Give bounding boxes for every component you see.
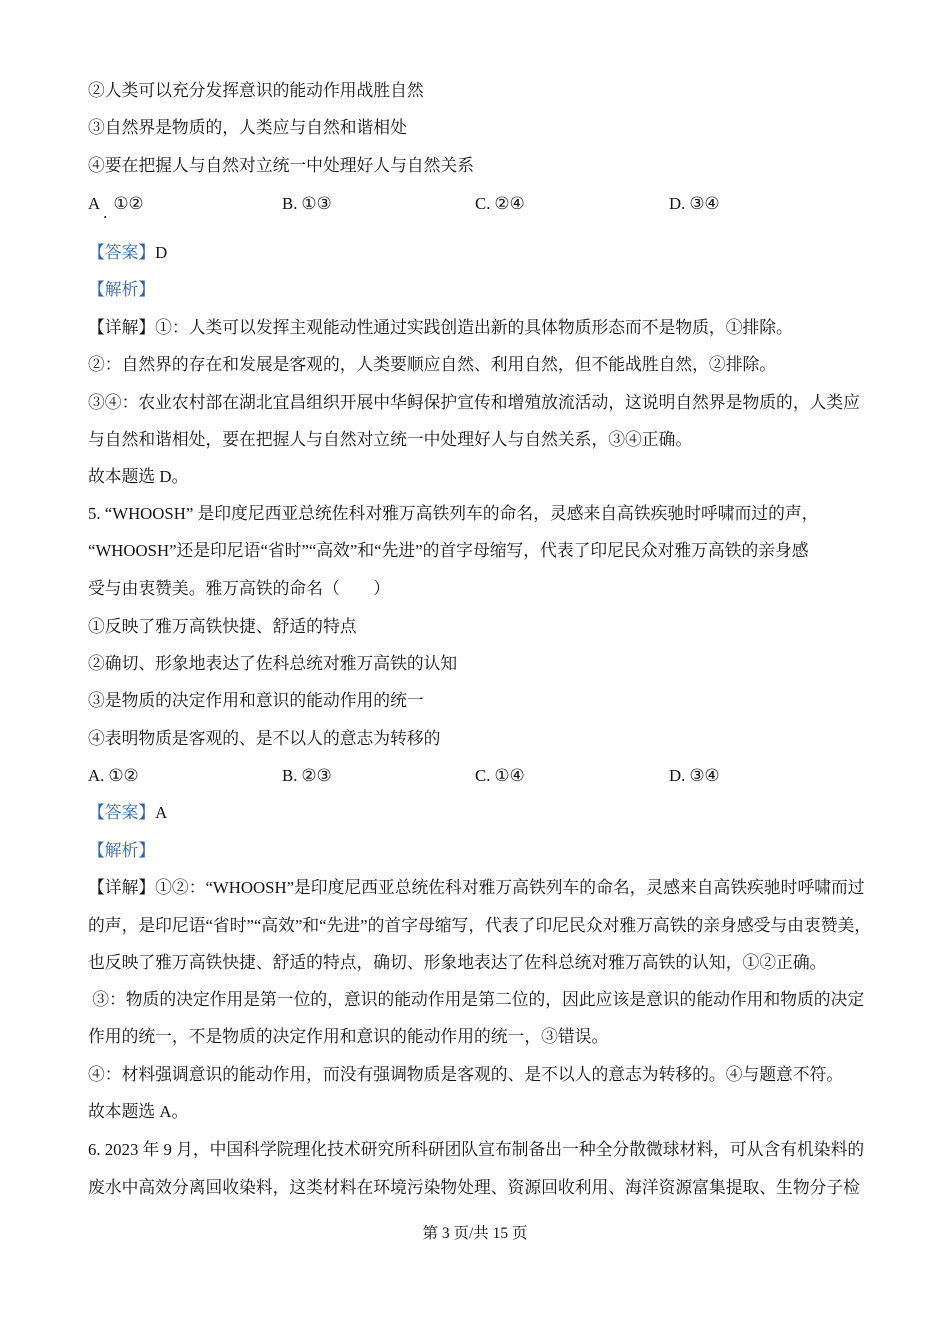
q4-statement: ②人类可以充分发挥意识的能动作用战胜自然 bbox=[88, 81, 424, 100]
page-number-footer: 第 3 页/共 15 页 bbox=[422, 1225, 528, 1242]
choice-value: ②③ bbox=[301, 766, 332, 785]
q5-stem-line: 5. “WHOOSH” 是印度尼西亚总统佐科对雅万高铁列车的命名，灵感来自高铁疾驰时呼啸而过的声， bbox=[88, 504, 819, 523]
q5-stem-line: 受与由衷赞美。雅万高铁的命名（ ） bbox=[88, 579, 391, 598]
q4-choices-row bbox=[0, 193, 950, 222]
answer-value: A bbox=[155, 803, 168, 822]
choice-separator: . bbox=[103, 203, 108, 222]
choice-value: ②④ bbox=[494, 194, 525, 213]
q5-statement: ④表明物质是客观的、是不以人的意志为转移的 bbox=[88, 729, 441, 748]
q5-statement: ③是物质的决定作用和意识的能动作用的统一 bbox=[88, 691, 424, 710]
q4-conclusion: 故本题选 D。 bbox=[88, 467, 189, 486]
answer-label: 【答案】 bbox=[88, 243, 156, 262]
choice-value: ①④ bbox=[494, 766, 525, 785]
choice-letter: C bbox=[475, 194, 487, 213]
q4-detail-line: ③④：农业农村部在湖北宜昌组织开展中华鲟保护宣传和增殖放流活动，这说明自然界是物质的，人类应 bbox=[88, 393, 860, 412]
choice-separator: . bbox=[100, 766, 105, 785]
answer-value: D bbox=[155, 243, 168, 262]
q5-choice-d bbox=[669, 765, 719, 787]
choice-value: ③④ bbox=[689, 766, 720, 785]
q4-statement: ④要在把握人与自然对立统一中处理好人与自然关系 bbox=[88, 156, 474, 175]
q5-detail-line: ④：材料强调意识的能动作用，而没有强调物质是客观的、是不以人的意志为转移的。④与题意不符。 bbox=[88, 1065, 844, 1084]
q4-answer bbox=[88, 242, 167, 264]
q4-choice-d bbox=[669, 193, 719, 215]
q5-answer bbox=[88, 802, 167, 824]
choice-letter: D bbox=[669, 766, 682, 785]
choice-separator: . bbox=[486, 766, 491, 785]
choice-letter: A bbox=[88, 766, 101, 785]
q4-choice-c bbox=[475, 193, 525, 215]
q5-stem-line: “WHOOSH”还是印尼语“省时”“高效”和“先进”的首字母缩写，代表了印尼民众对雅万高铁的亲身感 bbox=[88, 541, 809, 560]
q4-detail-line: ②：自然界的存在和发展是客观的，人类要顺应自然、利用自然，但不能战胜自然，②排除。 bbox=[88, 355, 777, 374]
choice-value: ①③ bbox=[301, 194, 332, 213]
q5-choice-c bbox=[475, 765, 525, 787]
q5-detail-line: 也反映了雅万高铁快捷、舒适的特点，确切、形象地表达了佐科总统对雅万高铁的认知，①②正确。 bbox=[88, 953, 827, 972]
choice-separator: . bbox=[293, 766, 298, 785]
q4-choice-b bbox=[282, 193, 332, 215]
q5-choice-a bbox=[88, 765, 138, 787]
q5-detail-line: ③：物质的决定作用是第一位的，意识的能动作用是第二位的，因此应该是意识的能动作用和物质的决定 bbox=[88, 990, 865, 1009]
answer-label: 【答案】 bbox=[88, 803, 156, 822]
choice-letter: A bbox=[88, 194, 101, 213]
choice-value: ③④ bbox=[689, 194, 720, 213]
q6-stem-line: 6. 2023 年 9 月，中国科学院理化技术研究所科研团队宣布制备出一种全分散微球材料，可从含有机染料的 bbox=[88, 1140, 865, 1159]
q4-detail-line: 与自然和谐相处，要在把握人与自然对立统一中处理好人与自然关系，③④正确。 bbox=[88, 430, 693, 449]
choice-letter: B bbox=[282, 194, 294, 213]
q5-statement: ①反映了雅万高铁快捷、舒适的特点 bbox=[88, 617, 357, 636]
q4-choice-a bbox=[88, 193, 144, 222]
choice-letter: B bbox=[282, 766, 294, 785]
q5-detail-line: 的声，是印尼语“省时”“高效”和“先进”的首字母缩写，代表了印尼民众对雅万高铁的亲身感受与由衷赞美， bbox=[88, 916, 872, 935]
q4-statement: ③自然界是物质的，人类应与自然和谐相处 bbox=[88, 118, 407, 137]
q5-detail-line: 作用的统一，不是物质的决定作用和意识的能动作用的统一，③错误。 bbox=[88, 1027, 609, 1046]
q6-stem-line: 废水中高效分离回收染料，这类材料在环境污染物处理、资源回收利用、海洋资源富集提取、生物分子检 bbox=[88, 1178, 860, 1197]
choice-value: ①② bbox=[113, 194, 144, 213]
choice-value: ①② bbox=[108, 766, 139, 785]
q5-analysis-label: 【解析】 bbox=[88, 841, 156, 860]
choice-separator: . bbox=[681, 194, 686, 213]
choice-separator: . bbox=[293, 194, 298, 213]
choice-letter: D bbox=[669, 194, 682, 213]
q5-choices-row bbox=[0, 765, 950, 787]
q5-choice-b bbox=[282, 765, 332, 787]
choice-letter: C bbox=[475, 766, 487, 785]
q5-statement: ②确切、形象地表达了佐科总统对雅万高铁的认知 bbox=[88, 654, 458, 673]
q4-analysis-label: 【解析】 bbox=[88, 280, 156, 299]
choice-separator: . bbox=[681, 766, 686, 785]
q5-conclusion: 故本题选 A。 bbox=[88, 1102, 189, 1121]
q4-detail-line: 【详解】①：人类可以发挥主观能动性通过实践创造出新的具体物质形态而不是物质，①排除。 bbox=[88, 318, 793, 337]
q5-detail-line: 【详解】①②：“WHOOSH”是印度尼西亚总统佐科对雅万高铁列车的命名，灵感来自高铁疾驰时呼啸而过 bbox=[88, 878, 865, 897]
choice-separator: . bbox=[486, 194, 491, 213]
